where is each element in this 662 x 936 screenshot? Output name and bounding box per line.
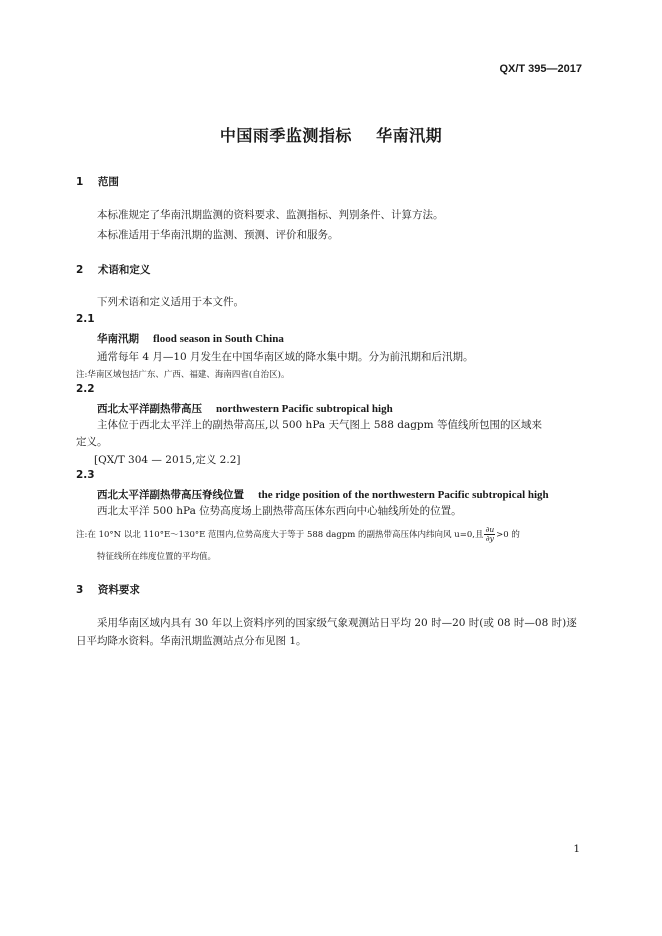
term-en: flood season in South China (153, 333, 284, 345)
section-heading-data: 3 资料要求 (76, 584, 140, 596)
fraction-numerator: ∂u (485, 525, 495, 534)
fraction-denominator: ∂y (485, 534, 494, 543)
section-heading-scope: 1 范围 (76, 176, 119, 188)
data-paragraph: 采用华南区域内具有 30 年以上资料序列的国家级气象观测站日平均 20 时—20 时(或 08 时—08 时)逐日平均降水资料。华南汛期监测站点分布见图 1。 (76, 617, 577, 647)
term-source-2-2: [QX/T 304 — 2015,定义 2.2] (94, 454, 241, 466)
note-text-end: >0 的 (496, 530, 520, 540)
term-title-2-2 (97, 401, 393, 416)
section-heading-terms: 2 术语和定义 (76, 264, 151, 276)
term-en: the ridge position of the northwestern Pacific subtropical high (258, 489, 549, 501)
scope-line-2: 本标准适用于华南汛期的监测、预测、评价和服务。 (97, 229, 339, 241)
term-number-2-2: 2.2 (76, 383, 95, 395)
term-title-2-1 (97, 331, 284, 346)
term-title-2-3 (97, 487, 549, 502)
term-definition-2-2-line-1: 主体位于西北太平洋上的副热带高压,以 500 hPa 天气图上 588 dagpm 等值线所包围的区域来 (97, 419, 542, 431)
term-zh: 华南汛期 (97, 333, 139, 345)
term-zh: 西北太平洋副热带高压脊线位置 (97, 489, 244, 501)
page-title: 中国雨季监测指标 华南汛期 (219, 126, 443, 145)
scope-line-1: 本标准规定了华南汛期监测的资料要求、监测指标、判别条件、计算方法。 (97, 209, 444, 221)
term-definition-2-2-line-2: 定义。 (76, 436, 108, 448)
partial-derivative-fraction (484, 526, 495, 543)
term-note-2-3-line-1 (76, 526, 520, 543)
term-zh: 西北太平洋副热带高压 (97, 403, 202, 415)
standard-number: QX/T 395—2017 (499, 63, 582, 75)
term-number-2-1: 2.1 (76, 313, 95, 325)
term-number-2-3: 2.3 (76, 469, 95, 481)
term-note-2-1: 注:华南区域包括广东、广西、福建、海南四省(自治区)。 (76, 370, 290, 380)
term-definition-2-1: 通常每年 4 月—10 月发生在中国华南区域的降水集中期。分为前汛期和后汛期。 (97, 351, 474, 363)
terms-intro: 下列术语和定义适用于本文件。 (97, 296, 244, 308)
term-note-2-3-line-2: 特征线所在纬度位置的平均值。 (97, 552, 217, 562)
page-number: 1 (573, 843, 580, 855)
term-en: northwestern Pacific subtropical high (216, 403, 393, 415)
note-text-start: 注:在 10°N 以北 110°E～130°E 范围内,位势高度大于等于 588 dagpm 的副热带高压体内纬向风 u=0,且 (76, 530, 484, 540)
term-definition-2-3: 西北太平洋 500 hPa 位势高度场上副热带高压体东西向中心轴线所处的位置。 (97, 505, 462, 517)
